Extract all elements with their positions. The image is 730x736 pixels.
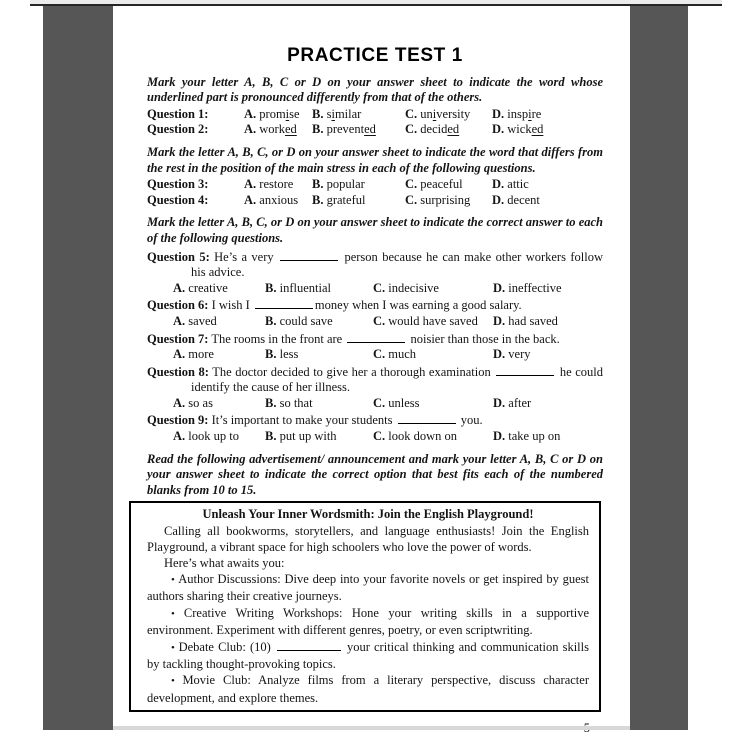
pronunciation-questions xyxy=(147,107,603,138)
stress-questions xyxy=(147,177,603,208)
option-letter: C. xyxy=(405,192,418,207)
answer-option: D. decent xyxy=(492,192,540,207)
option-letter: D. xyxy=(493,429,506,444)
option-letter: A. xyxy=(173,395,186,410)
option-letter: D. xyxy=(493,395,506,410)
answer-option: D. had saved xyxy=(493,313,558,328)
bullet-item: • Movie Club: Analyze films from a literary perspective, discuss character development, and explore themes. xyxy=(147,673,589,705)
viewer-background-right xyxy=(630,6,688,730)
answer-option: D. attic xyxy=(492,177,529,192)
question-text: Question 7: The rooms in the front are noisier than those in the back. xyxy=(147,331,560,346)
underlined-part: i xyxy=(528,106,532,121)
answer-option: B. popular xyxy=(312,177,365,192)
mcq-questions xyxy=(147,248,603,445)
underlined-part: i xyxy=(432,106,437,121)
cloze-box-awaits: Here’s what awaits you: xyxy=(164,556,285,571)
bullet-item: • Creative Writing Workshops: Hone your writing skills in a supportive environment. Experiment with different genres, poetry, or even scriptwriting. xyxy=(147,605,589,637)
option-letter: D. xyxy=(492,122,505,137)
options-row xyxy=(147,396,603,412)
options-row xyxy=(147,314,603,330)
cloze-box-intro: Calling all bookworms, storytellers, and language enthusiasts! Join the English Playground, a vibrant space for high schoolers who love the power of words. xyxy=(147,523,589,554)
options-row xyxy=(147,347,603,363)
question-label: Question 9: xyxy=(147,413,209,428)
option-letter: B. xyxy=(265,280,277,295)
answer-option: D. after xyxy=(493,395,532,410)
answer-option: D. ineffective xyxy=(493,280,562,295)
option-letter: D. xyxy=(493,313,506,328)
question-row xyxy=(147,193,603,209)
bullet-icon: • xyxy=(171,675,183,688)
answer-blank xyxy=(255,296,313,309)
option-letter: A. xyxy=(173,429,186,444)
option-letter: C. xyxy=(373,347,386,362)
option-letter: C. xyxy=(373,313,386,328)
instruction-mcq: Mark the letter A, B, C, or D on your answer sheet to indicate the correct answer to each of the following questions. xyxy=(147,215,603,245)
question-label: Question 1: xyxy=(147,106,209,121)
question-row xyxy=(147,122,603,138)
option-letter: B. xyxy=(265,347,277,362)
option-letter: C. xyxy=(373,429,386,444)
answer-option: D. take up on xyxy=(493,429,561,444)
cloze-box-bullets xyxy=(147,571,589,706)
question-text: Question 8: The doctor decided to give her a thorough examination he could identify the cause of her illness. xyxy=(147,364,603,395)
answer-blank xyxy=(280,248,338,261)
question-row xyxy=(147,177,603,193)
option-letter: C. xyxy=(405,177,418,192)
instruction-stress: Mark the letter A, B, C, or D on your answer sheet to indicate the word that differs from the rest in the position of the main stress in each of the following questions. xyxy=(147,144,603,175)
answer-option: C. peaceful xyxy=(405,177,463,192)
answer-option: A. anxious xyxy=(244,192,299,207)
bullet-icon: • xyxy=(171,574,179,587)
option-letter: B. xyxy=(265,429,277,444)
option-letter: D. xyxy=(493,280,506,295)
answer-option: A. saved xyxy=(173,313,217,328)
option-letter: A. xyxy=(244,122,257,137)
option-letter: A. xyxy=(244,106,257,121)
option-letter: D. xyxy=(492,106,505,121)
answer-blank xyxy=(398,411,456,424)
bullet-item: • Author Discussions: Dive deep into your favorite novels or get inspired by guest authors sharing their creative journeys. xyxy=(147,572,589,604)
bullet-icon: • xyxy=(171,607,184,620)
question-label: Question 6: xyxy=(147,298,209,313)
answer-option: C. surprising xyxy=(405,192,471,207)
instruction-pronunciation: Mark your letter A, B, C or D on your answer sheet to indicate the word whose underlined part is pronounced differently from that of the others. xyxy=(147,74,603,105)
answer-option: D. inspire xyxy=(492,106,542,121)
option-letter: B. xyxy=(312,192,324,207)
option-letter: B. xyxy=(312,122,324,137)
question-cell xyxy=(147,193,312,209)
option-letter: D. xyxy=(493,347,506,362)
answer-option: B. so that xyxy=(265,395,313,410)
page-title: PRACTICE TEST 1 xyxy=(287,45,463,66)
answer-option: A. restore xyxy=(244,177,294,192)
option-letter: B. xyxy=(265,395,277,410)
question-label: Question 4: xyxy=(147,192,209,207)
answer-option: C. look down on xyxy=(373,429,458,444)
option-letter: A. xyxy=(173,347,186,362)
option-letter: D. xyxy=(492,192,505,207)
question-text: Question 5: He’s a very person because he can make other workers follow his advice. xyxy=(147,249,604,280)
question-row xyxy=(147,107,603,123)
underlined-part: i xyxy=(285,106,290,121)
answer-option: D. very xyxy=(493,347,531,362)
option-letter: C. xyxy=(373,395,386,410)
question-label: Question 5: xyxy=(147,249,210,264)
options-row xyxy=(147,429,603,445)
question-text: Question 6: I wish I money when I was earning a good salary. xyxy=(147,298,522,313)
bullet-item: • Debate Club: (10) your critical thinking and communication skills by tackling thought-provoking topics. xyxy=(147,640,589,672)
underlined-part: ed xyxy=(447,122,460,137)
answer-option: C. decided xyxy=(405,122,460,137)
option-letter: C. xyxy=(405,122,418,137)
answer-option: A. worked xyxy=(244,122,297,137)
answer-option: A. promise xyxy=(244,106,300,121)
question-cell xyxy=(147,107,312,123)
option-letter: D. xyxy=(492,177,505,192)
cloze-box xyxy=(129,501,601,711)
question-label: Question 3: xyxy=(147,177,209,192)
answer-option: B. grateful xyxy=(312,192,366,207)
underlined-part: ed xyxy=(284,122,297,137)
option-letter: B. xyxy=(312,106,324,121)
answer-option: C. indecisive xyxy=(373,280,439,295)
viewer-background-left xyxy=(43,6,113,730)
page-bottom-gap xyxy=(113,726,630,730)
bullet-icon: • xyxy=(171,642,179,655)
answer-option: A. creative xyxy=(173,280,228,295)
options-row xyxy=(147,281,603,297)
question-label: Question 7: xyxy=(147,331,209,346)
underlined-part: ed xyxy=(531,122,544,137)
answer-option: B. could save xyxy=(265,313,333,328)
underlined-part: ed xyxy=(364,122,376,137)
option-letter: C. xyxy=(405,106,418,121)
answer-option: C. university xyxy=(405,106,471,121)
answer-option: A. more xyxy=(173,347,214,362)
question-cell xyxy=(147,122,312,138)
answer-option: C. would have saved xyxy=(373,313,478,328)
option-letter: C. xyxy=(373,280,386,295)
cloze-box-title: Unleash Your Inner Wordsmith: Join the English Playground! xyxy=(202,507,534,522)
option-letter: B. xyxy=(265,313,277,328)
document-page xyxy=(113,6,630,726)
option-letter: A. xyxy=(173,280,186,295)
answer-option: C. unless xyxy=(373,395,420,410)
answer-blank xyxy=(496,363,554,376)
answer-option: A. look up to xyxy=(173,429,239,444)
answer-blank xyxy=(277,638,341,651)
answer-option: C. much xyxy=(373,347,417,362)
option-letter: A. xyxy=(173,313,186,328)
instruction-cloze: Read the following advertisement/ announcement and mark your letter A, B, C or D on your answer sheet to indicate the correct option that best fits each of the numbered blanks from 10 to 15. xyxy=(147,451,603,497)
underlined-part: i xyxy=(331,106,335,121)
answer-option: D. wicked xyxy=(492,122,544,137)
option-letter: A. xyxy=(244,177,257,192)
answer-option: A. so as xyxy=(173,395,213,410)
answer-option: B. less xyxy=(265,347,299,362)
question-label: Question 8: xyxy=(147,364,209,379)
question-label: Question 2: xyxy=(147,122,209,137)
question-cell xyxy=(147,177,312,193)
answer-option: B. put up with xyxy=(265,429,337,444)
answer-option: B. influential xyxy=(265,280,331,295)
answer-blank xyxy=(347,330,405,343)
question-text: Question 9: It’s important to make your students you. xyxy=(147,413,483,428)
answer-option: B. prevented xyxy=(312,122,376,137)
option-letter: B. xyxy=(312,177,324,192)
option-letter: A. xyxy=(244,192,257,207)
answer-option: B. similar xyxy=(312,106,362,121)
